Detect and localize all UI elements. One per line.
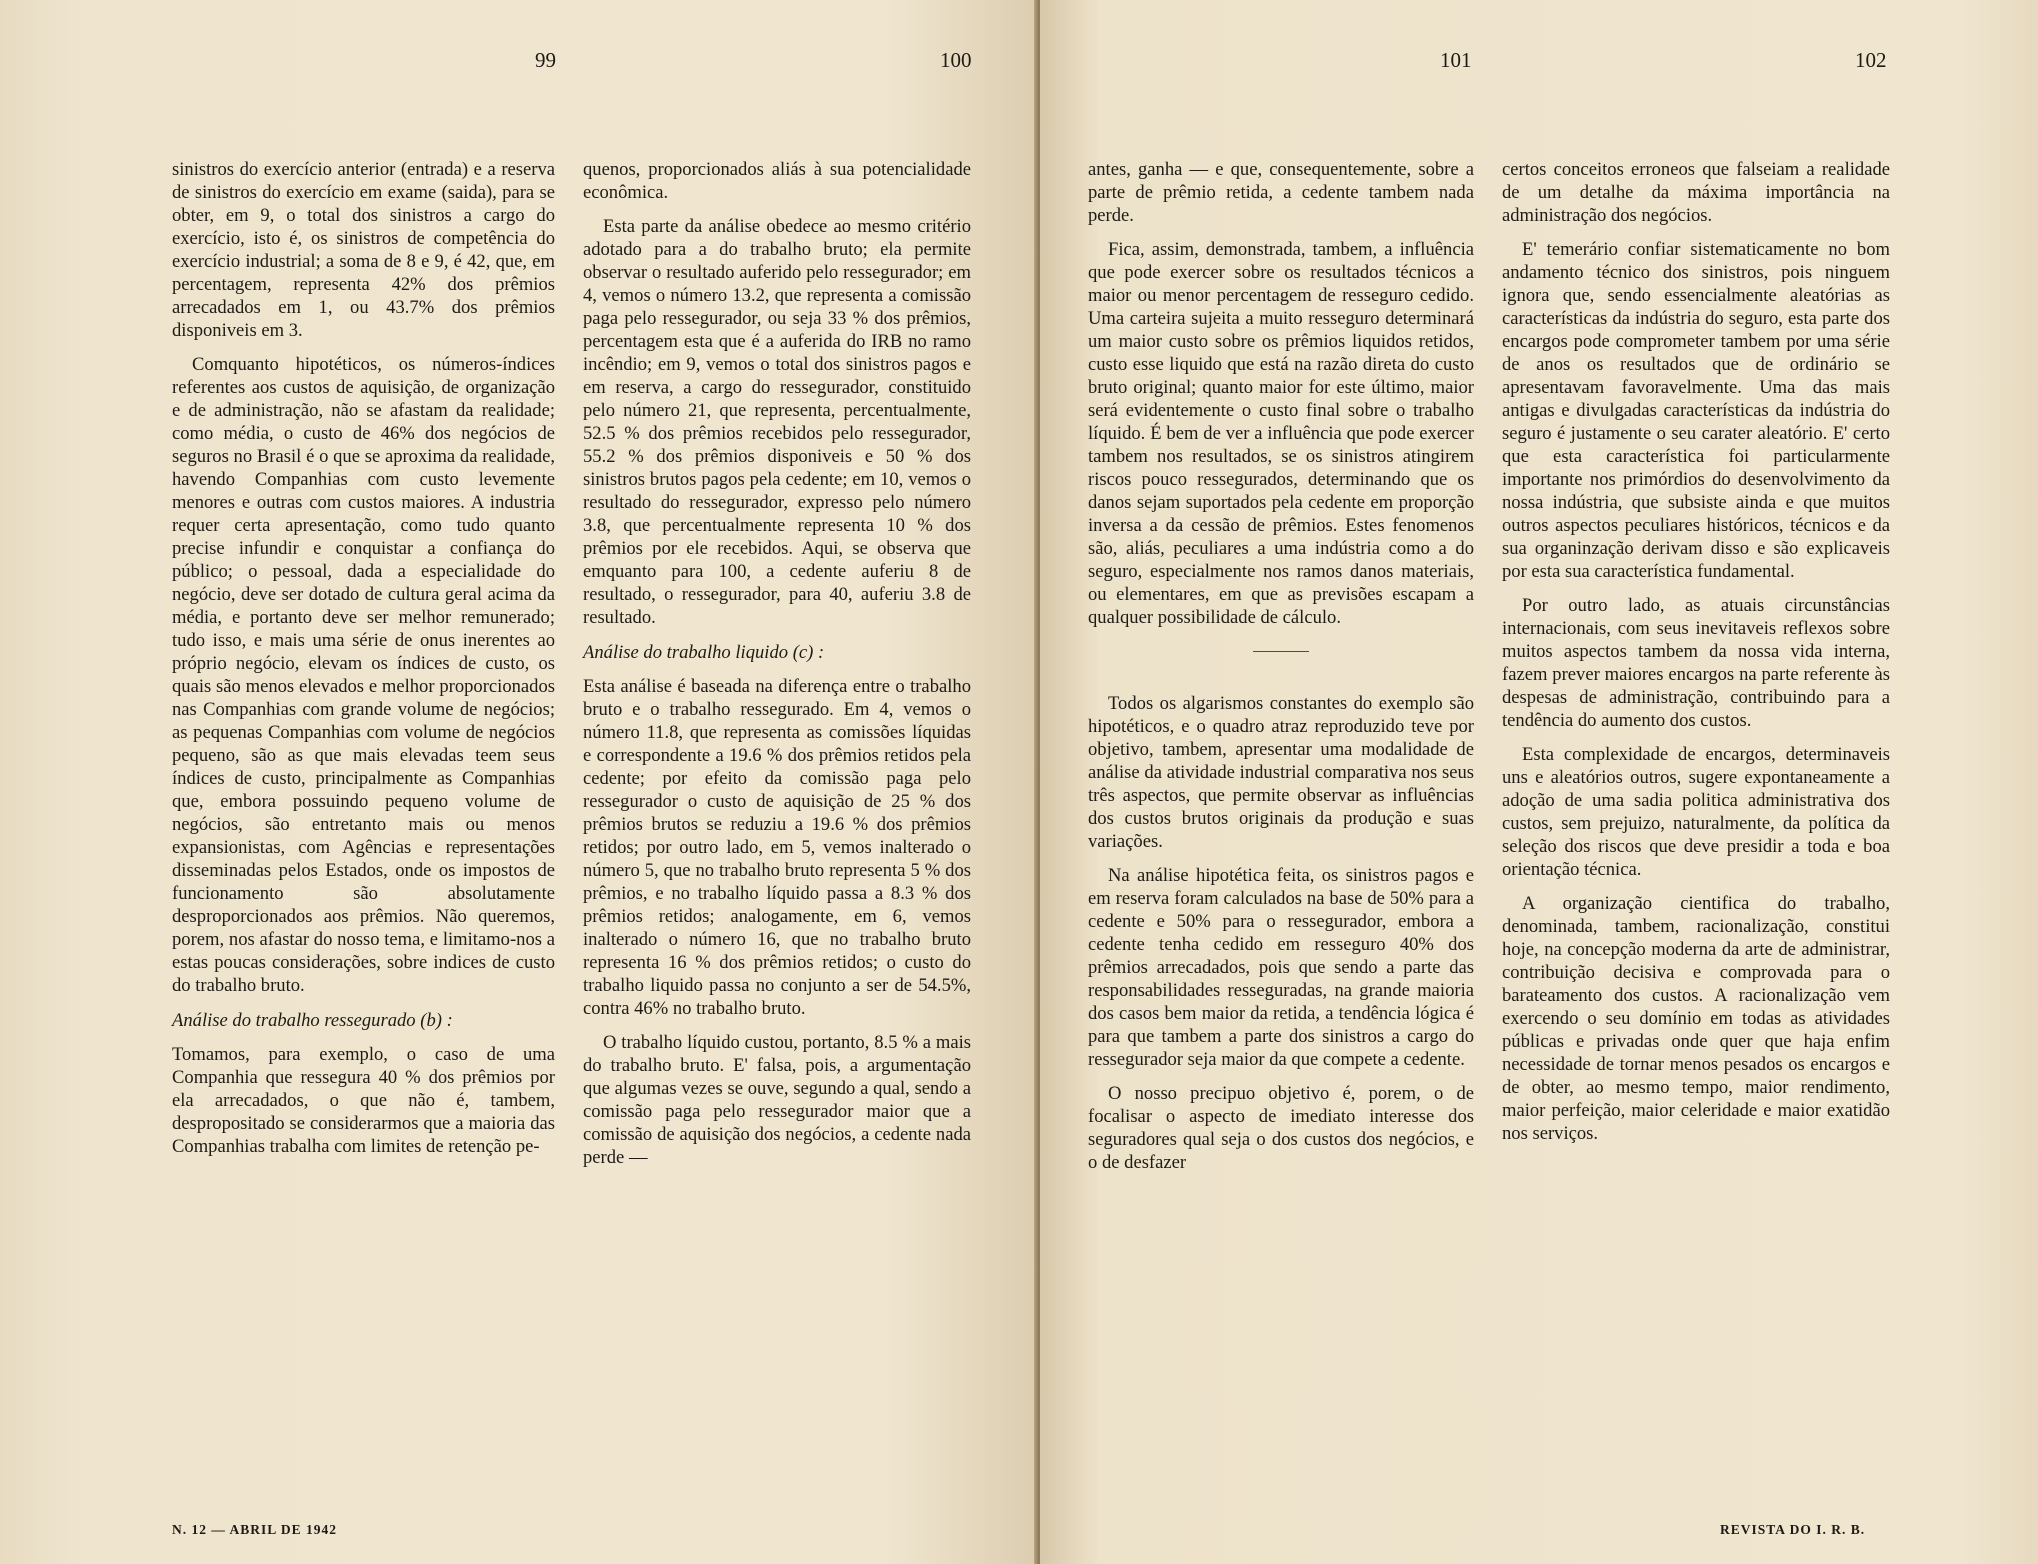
right-page (1040, 0, 2038, 1564)
paragraph: Fica, assim, demonstrada, tambem, a influência que pode exercer sobre os resultados técnicos a maior ou menor percentagem de resseguro cedido. Uma carteira sujeita a muito resseguro determinará um maior custo sobre os prêmios liquidos retidos, custo esse liquido que está na razão direta do custo bruto original; quanto maior for este último, maior será evidentemente o custo final sobre o trabalho líquido. É bem de ver a influência que pode exercer tambem nos resultados, se os sinistros atingirem riscos pouco ressegurados, determinando que os danos sejam suportados pela cedente em proporção inversa a da cessão de prêmios. Estes fenomenos são, aliás, peculiares a uma indústria como a do seguro, especialmente nos ramos danos materiais, ou elementares, em que as previsões escapam a qualquer possibilidade de cálculo. (1088, 239, 1474, 628)
paragraph: quenos, proporcionados aliás à sua potencialidade econômica. (583, 159, 971, 203)
paragraph: Esta complexidade de encargos, determinaveis uns e aleatórios outros, sugere expontaneamente a adoção de uma sadia politica administrativa dos custos, sem prejuizo, naturalmente, da política da seleção dos riscos que deve presidir a toda e boa orientação técnica. (1502, 744, 1890, 880)
page-number-100: 100 (940, 48, 972, 72)
paragraph: Por outro lado, as atuais circunstâncias internacionais, com seus inevitaveis reflexos sobre muitos aspectos tambem da nossa vida interna, fazem prever maiores encargos na parte referente às despesas de administração, contribuindo para a tendência do aumento dos custos. (1502, 595, 1890, 731)
column-page-100 (583, 158, 971, 1169)
paragraph: Na análise hipotética feita, os sinistros pagos e em reserva foram calculados na base de 50% para a cedente e 50% para o ressegurador, embora a cedente tenha cedido em resseguro 40% dos prêmios arrecadados, pois que sendo a parte das responsabilidades resseguradas, na grande maioria dos casos bem maior da retida, a tendência lógica é para que tambem a parte dos sinistros a cargo do ressegurador seja maior da que compete a cedente. (1088, 865, 1474, 1070)
paragraph: Esta análise é baseada na diferença entre o trabalho bruto e o trabalho ressegurado. Em 4, vemos o número 11.8, que representa as comissões líquidas e correspondente a 19.6 % dos prêmios retidos pela cedente; por efeito da comissão paga pelo ressegurador o custo de aquisição de 25 % dos prêmios brutos se reduziu a 19.6 % dos prêmios retidos; por outro lado, em 5, vemos inalterado o número 5, que no trabalho bruto representa 5 % dos prêmios, e no trabalho líquido passa a 8.3 % dos prêmios retidos; analogamente, em 6, vemos inalterado o número 16, que no trabalho bruto representa 16 % dos prêmios retidos; o custo do trabalho liquido passa no conjunto a ser de 54.5%, contra 46% no trabalho bruto. (583, 676, 971, 1019)
column-page-101 (1088, 158, 1474, 1174)
column-page-102 (1502, 158, 1890, 1145)
page-number-102: 102 (1855, 48, 1887, 72)
section-divider (1253, 651, 1309, 652)
paragraph: E' temerário confiar sistematicamente no bom andamento técnico dos sinistros, pois ninguem ignora que, sendo essencialmente aleatórias as características da indústria do seguro, esta parte dos encargos pode comprometer tambem por uma série de anos os resultados que de ordinário se apresentavam favoravelmente. Uma das mais antigas e divulgadas características da indústria do seguro é justamente o seu carater aleatório. E' certo que esta característica foi particularmente importante nos primórdios do desenvolvimento da nossa indústria, que subsiste ainda e que muitos outros aspectos peculiares históricos, técnicos e da sua organinzação derivam disso e são explicaveis por esta sua característica fundamental. (1502, 239, 1890, 582)
paragraph: Comquanto hipotéticos, os números-índices referentes aos custos de aquisição, de organização e de administração, não se afastam da realidade; como média, o custo de 46% dos negócios de seguros no Brasil é o que se aproxima da realidade, havendo Companhias com custo levemente menores e outras com custos maiores. A industria requer certa apresentação, como tudo quanto precise infundir e conquistar a confiança do público; o pessoal, dada a especialidade do negócio, deve ser dotado de cultura geral acima da média, e portanto deve ser melhor remunerado; tudo isso, e mais uma série de onus inerentes ao próprio negócio, elevam os índices de custo, os quais são menos elevados e melhor proporcionados nas Companhias com grande volume de negócios; as pequenas Companhias com volume de negócios pequeno, são as que mais elevadas teem seus índices de custo, principalmente as Companhias que, embora possuindo pequeno volume de negócios, são entretanto mais ou menos expansionistas, com Agências e representações disseminadas pelos Estados, onde os impostos de funcionamento são absolutamente desproporcionados aos prêmios. Não queremos, porem, nos afastar do nosso tema, e limitamo-nos a estas poucas considerações, sobre indices de custo do trabalho bruto. (172, 354, 555, 996)
section-heading: Análise do trabalho ressegurado (b) : (172, 1010, 453, 1031)
paragraph: Todos os algarismos constantes do exemplo são hipotéticos, e o quadro atraz reproduzido teve por objetivo, tambem, apresentar uma modalidade de análise da atividade industrial comparativa nos seus três aspectos, que permite observar as influências dos custos brutos originais da produção e suas variações. (1088, 693, 1474, 852)
paragraph: A organização cientifica do trabalho, denominada, tambem, racionalização, constitui hoje, na concepção moderna da arte de administrar, contribuição decisiva e comprovada para o barateamento dos custos. A racionalização vem exercendo o seu domínio em todas as atividades públicas e privadas onde quer que haja enfim necessidade de tornar menos pesados os encargos e de obter, ao mesmo tempo, maior rendimento, maior perfeição, maior celeridade e maior exatidão nos serviços. (1502, 893, 1890, 1144)
paragraph: sinistros do exercício anterior (entrada) e a reserva de sinistros do exercício em exame (saida), para se obter, em 9, o total dos sinistros a cargo do exercício, isto é, os sinistros de competência do exercício industrial; a soma de 8 e 9, é 42, que, em percentagem, representa 42% dos prêmios arrecadados em 1, ou 43.7% dos prêmios disponiveis em 3. (172, 159, 555, 341)
footer-journal: REVISTA DO I. R. B. (1720, 1522, 1866, 1537)
page-number-101: 101 (1440, 48, 1472, 72)
paragraph: antes, ganha — e que, consequentemente, sobre a parte de prêmio retida, a cedente tambem nada perde. (1088, 159, 1474, 226)
paragraph: certos conceitos erroneos que falseiam a realidade de um detalhe da máxima importância na administração dos negócios. (1502, 159, 1890, 226)
footer-issue: N. 12 — ABRIL DE 1942 (172, 1522, 338, 1537)
page-number-99: 99 (535, 48, 556, 72)
paragraph: Tomamos, para exemplo, o caso de uma Companhia que ressegura 40 % dos prêmios por ela arrecadados, o que não é, tambem, despropositado se considerarmos que a maioria das Companhias trabalha com limites de retenção pe- (172, 1044, 555, 1157)
paragraph: Esta parte da análise obedece ao mesmo critério adotado para a do trabalho bruto; ela permite observar o resultado auferido pelo ressegurador; em 4, vemos o número 13.2, que representa a comissão paga pelo ressegurador, ou seja 33 % dos prêmios, percentagem esta que é a auferida do IRB no ramo incêndio; em 9, vemos o total dos sinistros pagos e em reserva, a cargo do ressegurador, constituido pelo número 21, que representa, percentualmente, 52.5 % dos prêmios recebidos pelo ressegurador, 55.2 % dos prêmios disponiveis e 50 % dos sinistros brutos pagos pela cedente; em 10, vemos o resultado do ressegurador, expresso pelo número 3.8, que percentualmente representa 10 % dos prêmios por ele recebidos. Aqui, se observa que emquanto para 100, a cedente auferiu 8 de resultado, o ressegurador, para 40, auferiu 3.8 de resultado. (583, 216, 971, 628)
paragraph: O nosso precipuo objetivo é, porem, o de focalisar o aspecto de imediato interesse dos seguradores qual seja o dos custos dos negócios, e o de desfazer (1088, 1083, 1474, 1173)
paragraph: O trabalho líquido custou, portanto, 8.5 % a mais do trabalho bruto. E' falsa, pois, a argumentação que algumas vezes se ouve, segundo a qual, sendo a comissão paga pelo ressegurador maior que a comissão de aquisição dos negócios, a cedente nada perde — (583, 1032, 971, 1168)
section-heading: Análise do trabalho liquido (c) : (583, 642, 825, 663)
column-page-99 (172, 158, 555, 1158)
